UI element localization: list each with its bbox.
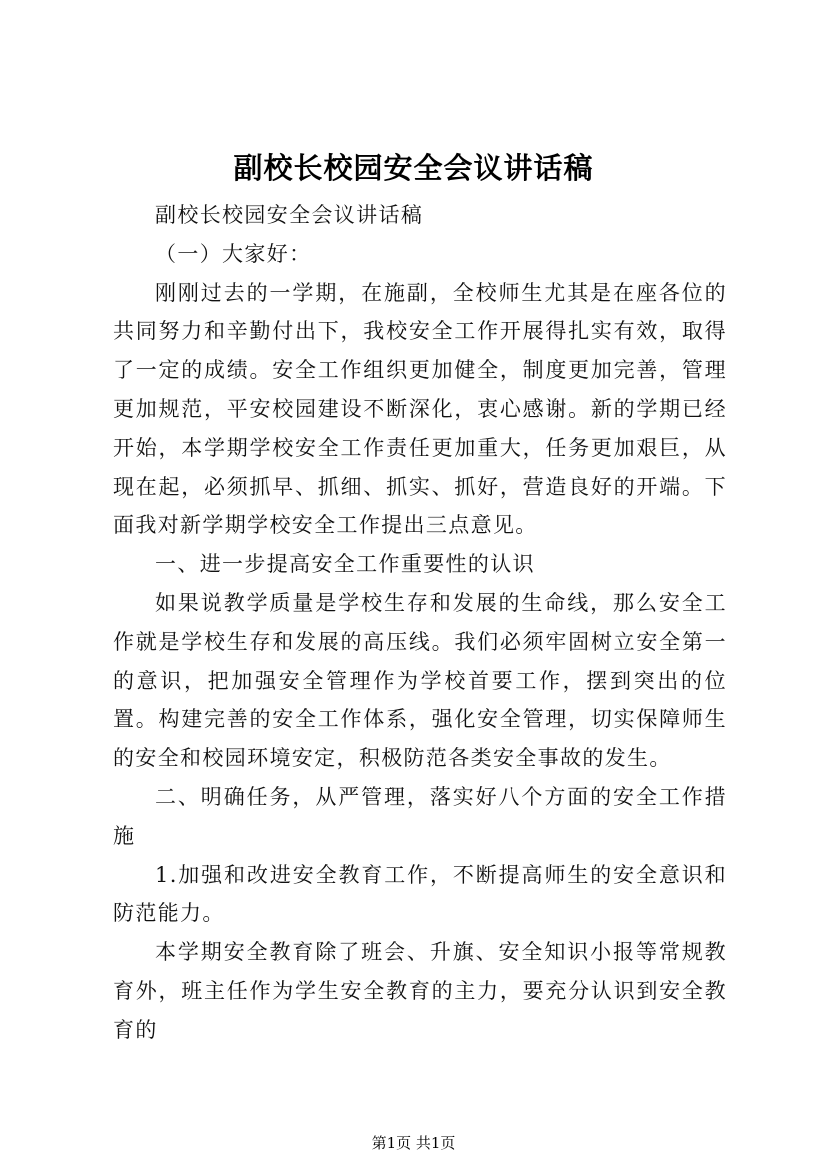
- paragraph-subtitle: 副校长校园安全会议讲话稿: [155, 203, 424, 227]
- paragraph-greeting: （一）大家好：: [155, 241, 312, 266]
- page-footer: 第1页 共1页: [371, 1134, 456, 1152]
- document-body: [113, 196, 727, 1050]
- paragraph-section-1: 如果说教学质量是学校生存和发展的生命线，那么安全工作就是学校生存和发展的高压线。我们必须牢固树立安全第一的意识，把加强安全管理作为学校首要工作，摆到突出的位置。构建完善的安全工作体系，强化安全管理，切实保障师生的安全和校园环境安定，积极防范各类安全事故的发生。: [113, 590, 727, 771]
- paragraph-intro: 刚刚过去的一学期，在施副，全校师生尤其是在座各位的共同努力和辛勤付出下，我校安全工作开展得扎实有效，取得了一定的成绩。安全工作组织更加健全，制度更加完善，管理更加规范，平安校园建设不断深化，衷心感谢。新的学期已经开始，本学期学校安全工作责任更加重大，任务更加艰巨，从现在起，必须抓早、抓细、抓实、抓好，营造良好的开端。下面我对新学期学校安全工作提出三点意见。: [113, 280, 727, 538]
- paragraph-safety-education: 本学期安全教育除了班会、升旗、安全知识小报等常规教育外，班主任作为学生安全教育的主力，要充分认识到安全教育的: [113, 940, 727, 1042]
- list-item-1: 1.加强和改进安全教育工作，不断提高师生的安全意识和防范能力。: [113, 862, 727, 926]
- section-heading-1: 一、进一步提高安全工作重要性的认识: [155, 552, 535, 577]
- section-heading-2: 二、明确任务，从严管理，落实好八个方面的安全工作措施: [113, 784, 727, 848]
- document-title: 副校长校园安全会议讲话稿: [233, 151, 594, 185]
